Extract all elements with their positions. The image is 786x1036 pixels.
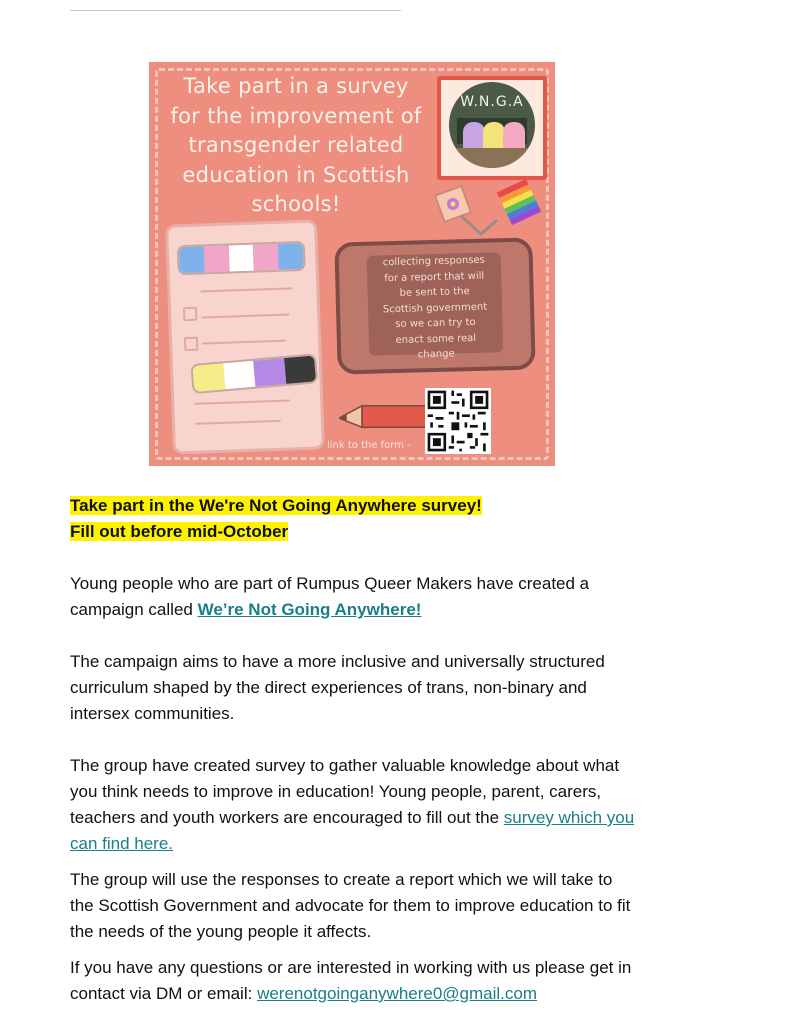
- logo-text: W.N.G.A: [460, 94, 524, 110]
- notebook-illustration: [165, 219, 325, 454]
- phone-text-line: change: [417, 348, 455, 361]
- phone-text-line: for a report that will: [384, 270, 485, 284]
- poster-title-line: schools!: [251, 192, 341, 216]
- wnga-logo: [437, 76, 547, 180]
- qr-code-icon: [425, 388, 491, 454]
- headline: [70, 493, 640, 545]
- phone-text-line: so we can try to: [395, 316, 476, 331]
- flags-icon: [431, 180, 541, 240]
- poster-title-line: transgender related: [188, 133, 404, 157]
- qr-caption: link to the form -: [327, 440, 411, 451]
- responses-paragraph: The group will use the responses to create a report which we will take to the Scottish Government and advocate for them to improve education to fit the needs of the young people it affects.: [70, 870, 631, 941]
- poster-title: [161, 72, 431, 220]
- intro-paragraph: [70, 571, 640, 623]
- aims-paragraph: The campaign aims to have a more inclusive and universally structured curriculum shaped by the direct experiences of trans, non-binary and intersex communities.: [70, 652, 605, 723]
- logo-illustration: [449, 82, 535, 168]
- phone-text-line: be sent to the: [399, 286, 470, 299]
- poster-title-line: for the improvement of: [170, 103, 422, 128]
- survey-paragraph: [70, 753, 640, 857]
- poster-title-line: education in Scottish: [182, 162, 410, 187]
- contact-paragraph: [70, 955, 640, 1007]
- poster-title-line: Take part in a survey: [183, 74, 409, 98]
- divider-line: [70, 10, 401, 11]
- phone-text-line: enact some real: [395, 332, 477, 346]
- campaign-link[interactable]: We’re Not Going Anywhere!: [197, 600, 422, 619]
- phone-text-line: collecting responses: [382, 254, 485, 269]
- survey-text: The group have created survey to gather valuable knowledge about what you think needs to improve in education! Young people, parent, carers, teachers and youth workers are encouraged to fill out the: [70, 756, 620, 827]
- survey-poster-image: [149, 62, 555, 466]
- headline-line-2: Fill out before mid-October: [70, 522, 289, 541]
- phone-text-line: Scottish government: [382, 301, 488, 315]
- email-link[interactable]: werenotgoinganywhere0@gmail.com: [257, 984, 538, 1003]
- survey-link[interactable]: survey which you can find here.: [70, 808, 635, 853]
- contact-text: If you have any questions or are interested in working with us please get in contact via DM or email:: [70, 958, 632, 1003]
- phone-illustration: [334, 237, 535, 374]
- intro-text: Young people who are part of Rumpus Queer Makers have created a campaign called: [70, 574, 590, 619]
- phone-text: [363, 252, 508, 364]
- headline-line-1: Take part in the We're Not Going Anywhere survey!: [70, 496, 482, 515]
